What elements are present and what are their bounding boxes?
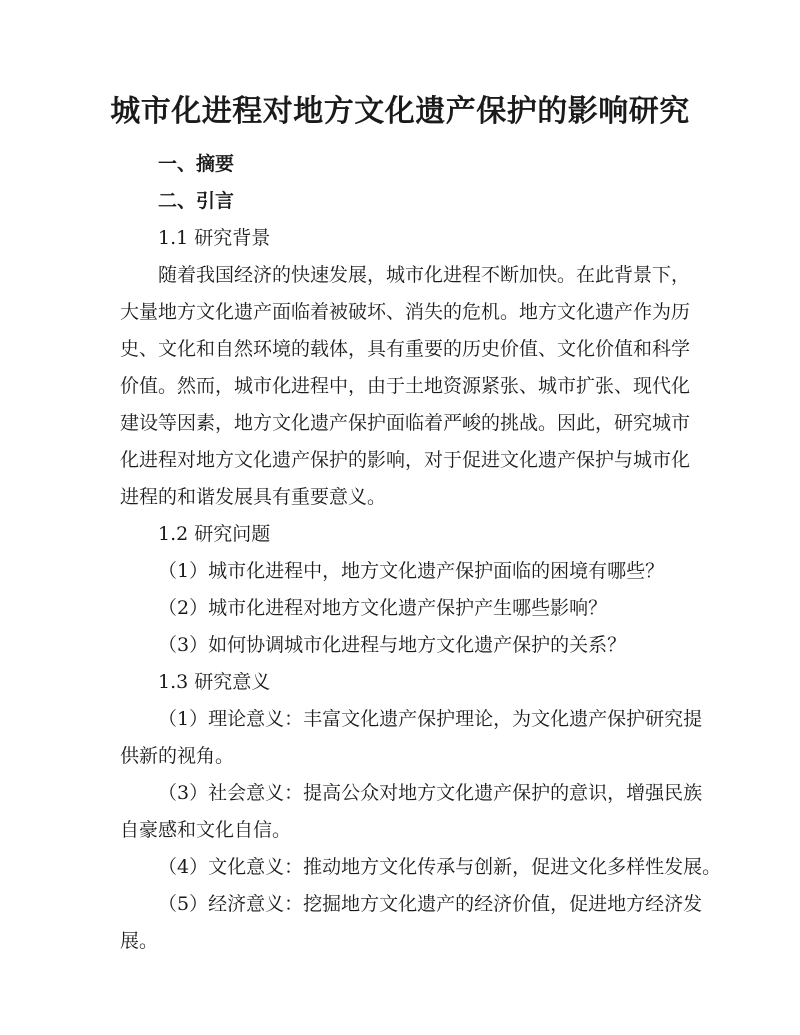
question-item: （3）如何协调城市化进程与地方文化遗产保护的关系？ — [158, 634, 627, 656]
section-heading-introduction: 二、引言 — [158, 190, 235, 212]
paragraph-line: 随着我国经济的快速发展，城市化进程不断加快。在此背景下， — [158, 264, 691, 286]
significance-item-line: 自豪感和文化自信。 — [120, 819, 292, 841]
significance-item-line: （4）文化意义：推动地方文化传承与创新，促进文化多样性发展。 — [158, 856, 722, 878]
question-item: （1）城市化进程中，地方文化遗产保护面临的困境有哪些？ — [158, 560, 665, 582]
significance-item-line: （5）经济意义：挖掘地方文化遗产的经济价值，促进地方经济发 — [158, 893, 703, 915]
significance-item-line: 供新的视角。 — [120, 745, 235, 767]
paragraph-line: 化进程对地方文化遗产保护的影响，对于促进文化遗产保护与城市化 — [120, 449, 691, 471]
significance-item-line: （1）理论意义：丰富文化遗产保护理论，为文化遗产保护研究提 — [158, 708, 703, 730]
paragraph-line: 史、文化和自然环境的载体，具有重要的历史价值、文化价值和科学 — [120, 338, 691, 360]
document-title: 城市化进程对地方文化遗产保护的影响研究 — [110, 94, 690, 129]
question-item: （2）城市化进程对地方文化遗产保护产生哪些影响？ — [158, 597, 608, 619]
subsection-heading-background: 1.1 研究背景 — [158, 227, 271, 249]
paragraph-line: 进程的和谐发展具有重要意义。 — [120, 486, 387, 508]
significance-item-line: 展。 — [120, 930, 159, 952]
paragraph-line: 建设等因素，地方文化遗产保护面临着严峻的挑战。因此，研究城市 — [120, 412, 691, 434]
significance-item-line: （3）社会意义：提高公众对地方文化遗产保护的意识，增强民族 — [158, 782, 703, 804]
section-heading-abstract: 一、摘要 — [158, 153, 235, 175]
paragraph-line: 大量地方文化遗产面临着被破坏、消失的危机。地方文化遗产作为历 — [120, 301, 691, 323]
subsection-heading-questions: 1.2 研究问题 — [158, 523, 271, 545]
paragraph-line: 价值。然而，城市化进程中，由于土地资源紧张、城市扩张、现代化 — [120, 375, 691, 397]
document-body — [120, 146, 722, 960]
subsection-heading-significance: 1.3 研究意义 — [158, 671, 271, 693]
